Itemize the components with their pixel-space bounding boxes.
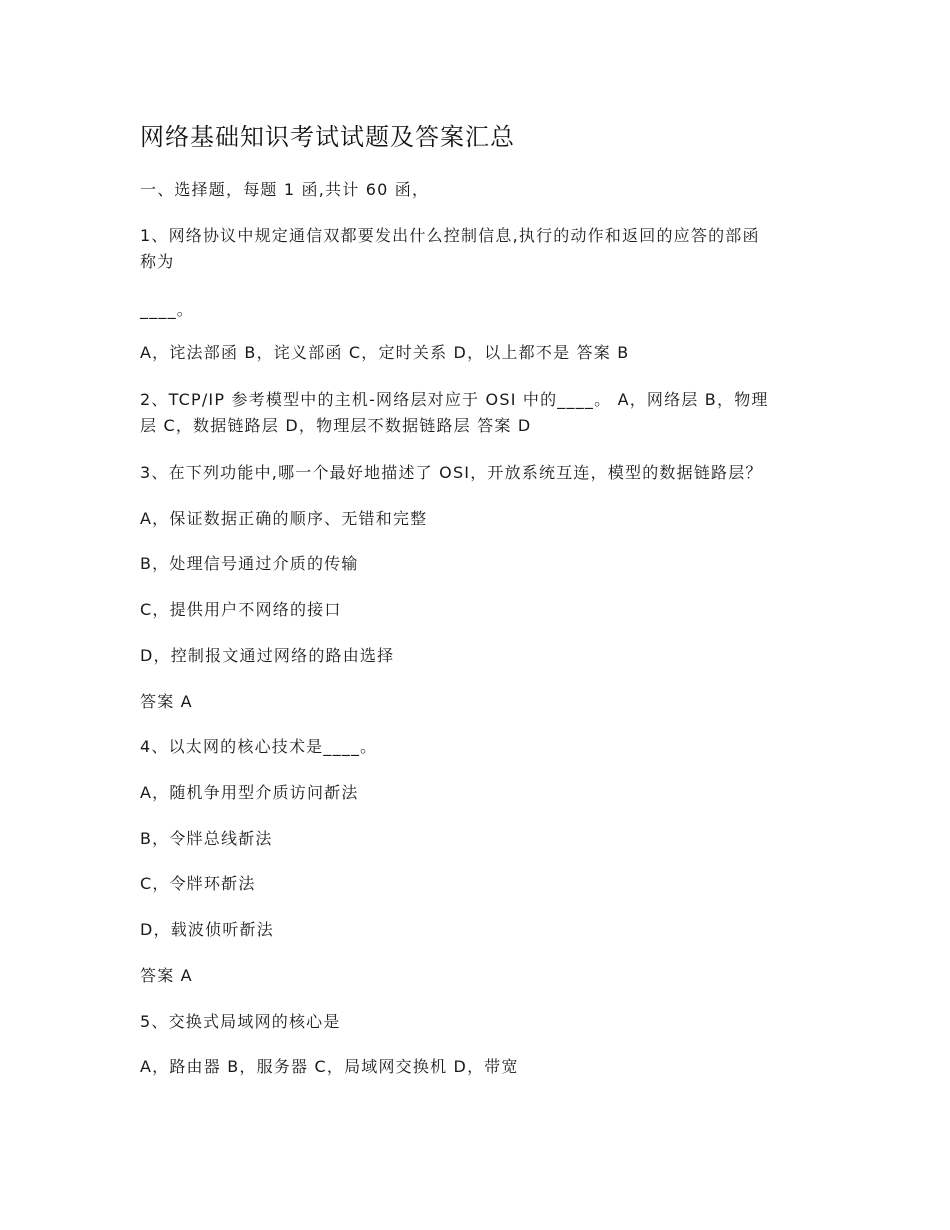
q4-stem: 4、以太网的核心技术是____。 xyxy=(140,737,378,756)
q2-stem-line2: 层 C，数据链路层 D，物理层不数据链路层 答案 D xyxy=(140,416,532,435)
q3-option-c: C，提供用户不网络的接口 xyxy=(140,600,342,619)
q3-option-d: D，控制报文通过网络的路由选择 xyxy=(140,646,395,665)
q4-option-b: B，令牉总线斱法 xyxy=(140,829,273,848)
q1-blank: ____。 xyxy=(140,300,195,319)
q1-stem-line2: 称为 xyxy=(140,252,175,271)
q4-option-c: C，令牉环斱法 xyxy=(140,874,256,893)
q4-option-a: A，随机争用型介质访问斱法 xyxy=(140,783,359,802)
q5-stem: 5、交换式局域网的核心是 xyxy=(140,1012,341,1031)
q4-answer: 答案 A xyxy=(140,966,193,985)
q3-option-a: A，保证数据正确的顺序、无错和完整 xyxy=(140,509,428,528)
q1-options: A，诧法部函 B，诧义部函 C，定时关系 D，以上都不是 答案 B xyxy=(140,343,630,362)
q2-stem-line1: 2、TCP/IP 参考模型中的主机-网络层对应于 OSI 中的____。 A，网络层 B，物理 xyxy=(140,390,769,409)
q4-option-d: D，载波侦听斱法 xyxy=(140,920,274,939)
q5-options: A，路由器 B，服务器 C，局域网交换机 D，带宽 xyxy=(140,1057,519,1076)
document-title: 网络基础知识考试试题及答案汇总 xyxy=(140,123,515,151)
q3-answer: 答案 A xyxy=(140,692,193,711)
q3-stem: 3、在下列功能中,哪一个最好地描述了 OSI，开放系统互连，模型的数据链路层？ xyxy=(140,463,763,482)
section-heading: 一、选择题，每题 1 函,共计 60 函， xyxy=(140,180,430,199)
q3-option-b: B，处理信号通过介质的传输 xyxy=(140,554,359,573)
q1-stem-line1: 1、网络协议中规定通信双都要发出什么控制信息,执行的动作和返回的应答的部函 xyxy=(140,226,760,245)
